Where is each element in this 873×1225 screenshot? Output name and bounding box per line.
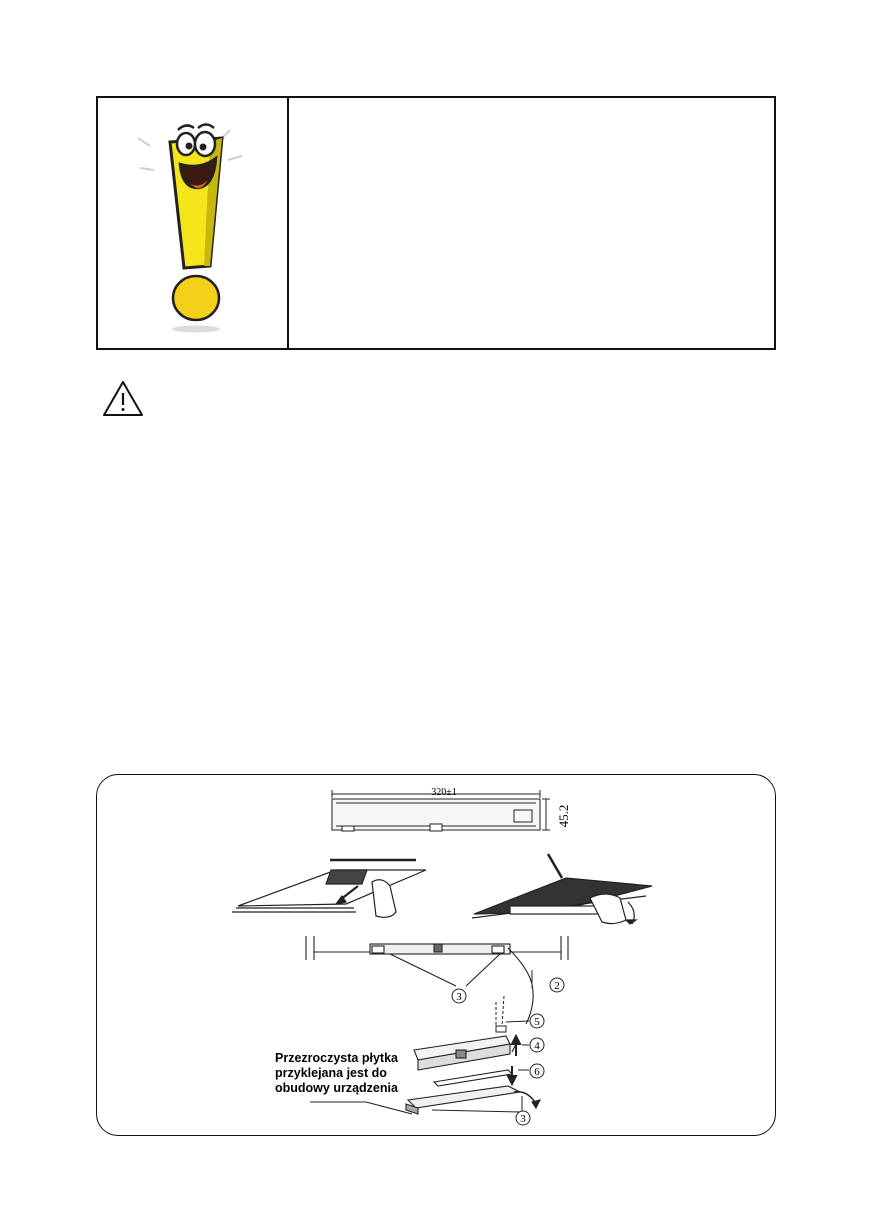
callout-3-top xyxy=(452,989,466,1003)
callout-5 xyxy=(530,1014,544,1028)
callout-4 xyxy=(530,1038,544,1052)
callout-3-bottom xyxy=(516,1111,530,1125)
caption-line-1: Przezroczysta płytka xyxy=(275,1051,398,1065)
svg-text:5: 5 xyxy=(534,1016,540,1028)
svg-text:3: 3 xyxy=(520,1113,526,1125)
dimension-height-label: 45.2 xyxy=(556,804,571,828)
dimension-width-label: 320±1 xyxy=(431,787,457,798)
installation-diagram xyxy=(96,774,776,1136)
caption-line-3: obudowy urządzenia xyxy=(275,1081,398,1095)
svg-text:4: 4 xyxy=(534,1040,540,1052)
note-box-divider xyxy=(287,96,289,350)
left-panel-illustration xyxy=(232,860,426,917)
svg-text:3: 3 xyxy=(456,991,462,1003)
exclamation-mascot-icon xyxy=(130,108,260,343)
callout-6 xyxy=(530,1064,544,1078)
warning-triangle-icon xyxy=(102,380,144,418)
svg-text:2: 2 xyxy=(554,980,560,992)
cabinet-section xyxy=(306,936,568,1024)
right-panel-illustration xyxy=(472,854,652,924)
callout-2 xyxy=(550,978,564,992)
svg-text:6: 6 xyxy=(534,1066,540,1078)
caption-line-2: przyklejana jest do xyxy=(275,1066,387,1080)
